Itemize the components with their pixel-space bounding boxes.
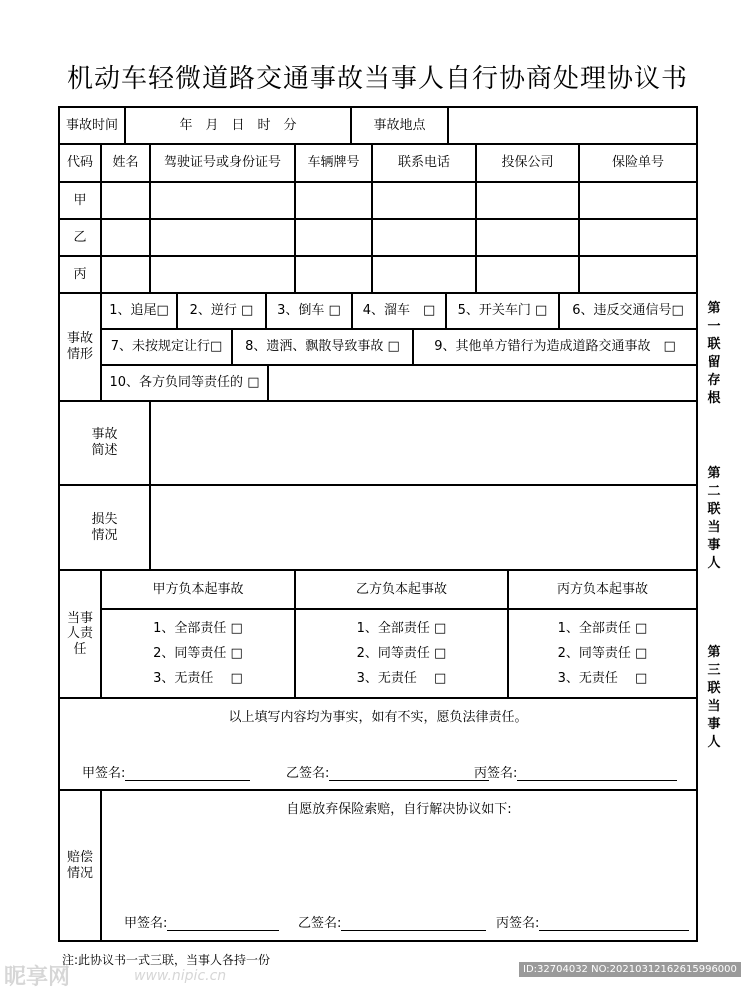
column-header-phone: 联系电话	[397, 155, 450, 171]
option-full[interactable]: 1、全部责任 □	[557, 620, 648, 636]
column-header-plate: 车辆牌号	[307, 155, 360, 171]
responsibility-header-a: 甲方负本起事故	[152, 581, 244, 597]
option-full[interactable]: 1、全部责任 □	[356, 620, 447, 636]
sign-label: 甲签名:	[124, 916, 168, 932]
accident-time-field[interactable]: 年 月 日 时 分	[179, 117, 297, 133]
option-none[interactable]: 3、无责任 □	[153, 670, 243, 686]
party-info-fields[interactable]	[102, 183, 696, 292]
side-copy-2	[702, 465, 734, 573]
option-none[interactable]: 3、无责任 □	[356, 670, 447, 686]
situation-option-wrong-way[interactable]: 2、逆行 □	[189, 303, 254, 319]
situation-option-equal[interactable]: 10、各方负同等责任的 □	[109, 375, 260, 391]
responsibility-options-c[interactable]	[509, 615, 696, 691]
signature-line[interactable]	[125, 767, 250, 781]
option-equal[interactable]: 2、同等责任 □	[557, 645, 648, 661]
situation-option-door[interactable]: 5、开关车门 □	[457, 303, 548, 319]
summary-label: 事故 简述	[91, 427, 118, 458]
option-equal[interactable]: 2、同等责任 □	[356, 645, 447, 661]
accident-place-field[interactable]	[449, 108, 696, 143]
situation-option-other[interactable]: 9、其他单方错行为造成道路交通事故 □	[434, 339, 676, 355]
side-copy-1-text: 第一联 留存根	[707, 301, 734, 406]
side-copy-3-text: 第三联 当事人	[707, 645, 734, 750]
compensation-label: 赔偿 情况	[66, 849, 93, 881]
compensation-sign-a[interactable]	[124, 914, 294, 934]
sign-label: 乙签名:	[286, 766, 330, 782]
watermark-url: www.nipic.cn	[134, 968, 227, 984]
summary-field[interactable]	[151, 402, 696, 484]
compensation-sign-c[interactable]	[496, 914, 696, 934]
compensation-text: 自愿放弃保险索赔，自行解决协议如下:	[286, 802, 512, 818]
situation-option-spill[interactable]: 8、遗洒、飘散导致事故 □	[245, 339, 400, 355]
situation-option-rear-end[interactable]: 1、追尾□	[109, 303, 169, 319]
sign-label: 丙签名:	[474, 766, 518, 782]
option-equal[interactable]: 2、同等责任 □	[153, 645, 243, 661]
party-code-a: 甲	[73, 192, 87, 208]
situation-option-signal[interactable]: 6、违反交通信号□	[572, 303, 684, 319]
declaration-sign-c[interactable]	[474, 764, 696, 784]
side-copy-1	[702, 300, 734, 408]
signature-line[interactable]	[539, 917, 689, 931]
declaration-sign-b[interactable]	[286, 764, 496, 784]
party-code-c: 丙	[73, 266, 87, 282]
column-header-name: 姓名	[112, 155, 139, 171]
situation-option-reversing[interactable]: 3、倒车 □	[277, 303, 341, 319]
footnote: 注:此协议书一式三联，当事人各持一份	[62, 953, 271, 967]
declaration-text: 以上填写内容均为事实，如有不实，愿负法律责任。	[228, 710, 528, 726]
sign-label: 丙签名:	[496, 916, 540, 932]
declaration-sign-a[interactable]	[82, 764, 282, 784]
party-code-b: 乙	[73, 229, 87, 245]
situation-label: 事故 情形	[66, 331, 93, 362]
signature-line[interactable]	[329, 767, 489, 781]
responsibility-options-a[interactable]	[102, 615, 294, 691]
document-title: 机动车轻微道路交通事故当事人自行协商处理协议书	[66, 64, 688, 94]
column-header-license-id: 驾驶证号或身份证号	[163, 155, 281, 171]
sign-label: 甲签名:	[82, 766, 126, 782]
accident-time-label: 事故时间	[65, 117, 118, 133]
situation-option-yield[interactable]: 7、未按规定让行□	[110, 339, 223, 355]
loss-label: 损失 情况	[91, 511, 118, 543]
agreement-form	[58, 106, 698, 942]
responsibility-label: 当事 人责 任	[66, 610, 93, 657]
option-full[interactable]: 1、全部责任 □	[153, 620, 243, 636]
watermark-logo: 昵享网	[4, 965, 71, 990]
column-header-policy: 保险单号	[611, 155, 664, 171]
accident-place-label: 事故地点	[373, 117, 426, 133]
responsibility-header-b: 乙方负本起事故	[355, 581, 447, 597]
responsibility-options-b[interactable]	[296, 615, 507, 691]
column-header-insurer: 投保公司	[501, 155, 554, 171]
option-none[interactable]: 3、无责任 □	[557, 670, 648, 686]
loss-field[interactable]	[151, 486, 696, 569]
signature-line[interactable]	[341, 917, 486, 931]
compensation-sign-b[interactable]	[298, 914, 498, 934]
side-copy-2-text: 第二联 当事人	[707, 466, 734, 571]
watermark-id: ID:32704032 NO:20210312162615996000	[519, 962, 741, 977]
situation-option-rolling[interactable]: 4、溜车 □	[362, 303, 436, 319]
signature-line[interactable]	[167, 917, 279, 931]
sign-label: 乙签名:	[298, 916, 342, 932]
responsibility-header-c: 丙方负本起事故	[556, 581, 648, 597]
side-copy-3	[702, 644, 734, 752]
signature-line[interactable]	[517, 767, 677, 781]
column-header-code: 代码	[66, 155, 93, 171]
